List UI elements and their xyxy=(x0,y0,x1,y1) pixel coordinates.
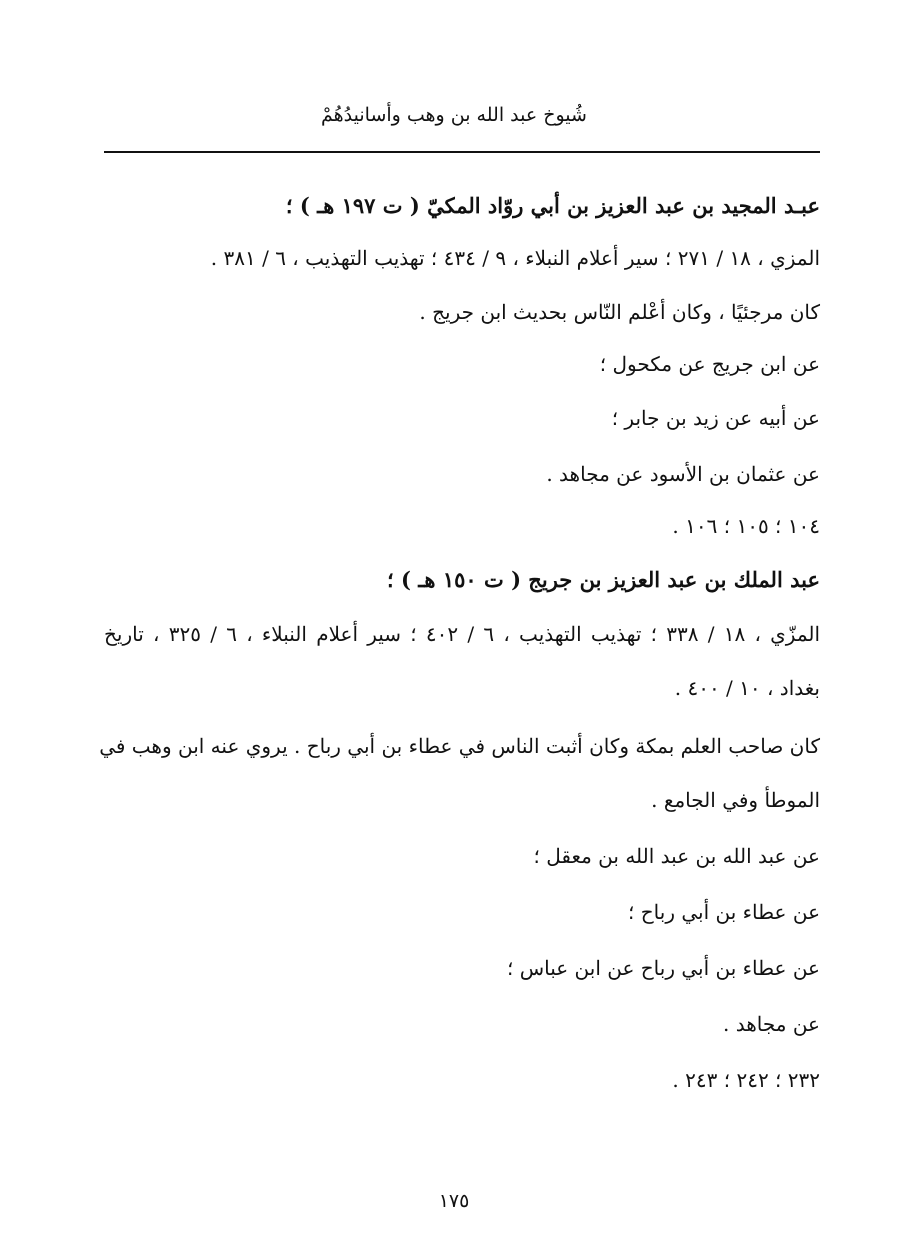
hadith-numbers-line: ١٠٤ ؛ ١٠٥ ؛ ١٠٦ . xyxy=(672,514,820,538)
description-line: كان مرجئيًا ، وكان أعْلم النّاس بحديث ابن جريج . xyxy=(419,300,820,324)
header-rule xyxy=(104,151,820,153)
references-line: المزي ، ١٨ / ٢٧١ ؛ سير أعلام النبلاء ، ٩ / ٤٣٤ ؛ تهذيب التهذيب ، ٦ / ٣٨١ . xyxy=(210,246,820,270)
chain-line: عن عبد الله بن عبد الله بن معقل ؛ xyxy=(533,844,820,868)
hadith-numbers-line: ٢٣٢ ؛ ٢٤٢ ؛ ٢٤٣ . xyxy=(672,1068,820,1092)
chain-line: عن عطاء بن أبي رباح ؛ xyxy=(628,900,820,924)
description-line: كان صاحب العلم بمكة وكان أثبت الناس في عطاء بن أبي رباح . يروي عنه ابن وهب في xyxy=(99,734,820,758)
running-header: شُيوخ عبد الله بن وهب وأسانيدُهُمْ xyxy=(321,104,587,126)
chain-line: عن عثمان بن الأسود عن مجاهد . xyxy=(546,462,820,486)
entry-heading-abd-al-majid: عبـد المجيد بن عبد العزيز بن أبي روّاد المكيّ ( ت ١٩٧ هـ ) ؛ xyxy=(285,193,820,218)
entry-heading-abd-al-malik: عبد الملك بن عبد العزيز بن جريج ( ت ١٥٠ هـ ) ؛ xyxy=(387,567,820,592)
chain-line: عن ابن جريج عن مكحول ؛ xyxy=(599,352,820,376)
chain-line: عن مجاهد . xyxy=(723,1012,820,1036)
references-line-continued: بغداد ، ١٠ / ٤٠٠ . xyxy=(674,676,820,700)
references-line: المزّي ، ١٨ / ٣٣٨ ؛ تهذيب التهذيب ، ٦ / ٤٠٢ ؛ سير أعلام النبلاء ، ٦ / ٣٢٥ ، تاريخ xyxy=(104,622,821,646)
chain-line: عن أبيه عن زيد بن جابر ؛ xyxy=(611,406,820,430)
description-line-continued: الموطأ وفي الجامع . xyxy=(651,788,820,812)
chain-line: عن عطاء بن أبي رباح عن ابن عباس ؛ xyxy=(506,956,820,980)
page-number: ١٧٥ xyxy=(438,1190,470,1212)
